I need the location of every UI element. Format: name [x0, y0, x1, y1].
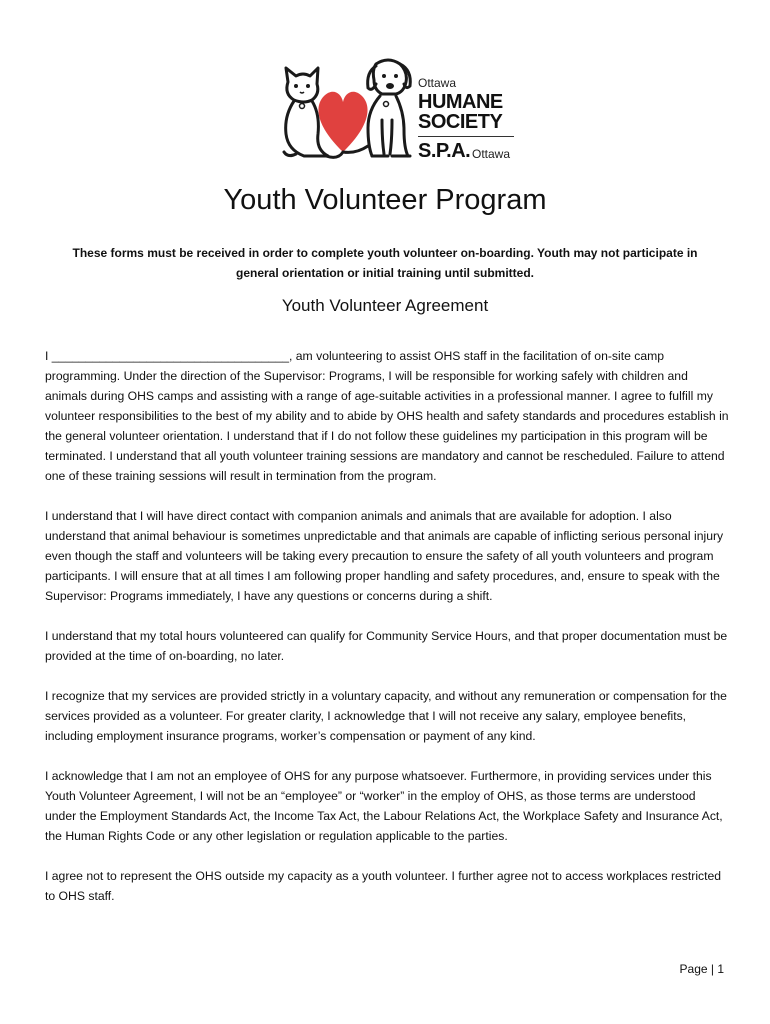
- paragraph-animal-contact: I understand that I will have direct contact with companion animals and animals that are available for adoption. I also understand that animal behaviour is sometimes unpredictable and that animals are capable of inflicting serious personal injury even though the staff and volunteers will be taking every precaution to ensure the safety of all youth volunteers and program participants. I will ensure that at all times I am following proper handling and safety procedures, and, ensure to speak with the Supervisor: Programs immediately, I have any questions or concerns during a shift.: [45, 509, 724, 603]
- logo-city-top: Ottawa: [418, 76, 457, 90]
- ottawa-humane-society-logo: [276, 54, 516, 166]
- logo-humane: HUMANE: [418, 91, 503, 113]
- page-title: Youth Volunteer Program: [223, 184, 547, 216]
- agreement-body: [45, 346, 730, 926]
- paragraph-not-employee: I acknowledge that I am not an employee of OHS for any purpose whatsoever. Furthermore, in providing services under this Youth Volunteer Agreement, I will not be an “employee” or “worker” in the employ of OHS, as those terms are understood under the Employment Standards Act, the Income Tax Act, the Labour Relations Act, the Workplace Safety and Insurance Act, the Human Rights Code or any other legislation or regulation applicable to the parties.: [45, 769, 723, 843]
- section-title: Youth Volunteer Agreement: [281, 296, 489, 315]
- logo-city-bottom: Ottawa: [472, 147, 511, 161]
- cat-dog-heart-icon: [276, 54, 416, 166]
- logo-society: SOCIETY: [418, 111, 503, 133]
- paragraph-volunteer-commitment: I ___________________________________, am volunteering to assist OHS staff in the facilitation of on-site camp programming. Under the direction of the Supervisor: Programs, I will be responsible for working safely with children and animals during OHS camps and assisting with a range of age-suitable activities in a professional manner. I agree to fulfill my volunteer responsibilities to the best of my ability and to abide by OHS health and safety standards and procedures establish in the general volunteer orientation. I understand that if I do not follow these guidelines my participation in this program will be terminated. I understand that all youth volunteer training sessions are mandatory and cannot be rescheduled. Failure to attend one of these training sessions will result in termination from the program.: [45, 349, 729, 483]
- paragraph-service-hours: I understand that my total hours volunteered can qualify for Community Service Hours, and that proper documentation must be provided at the time of on-boarding, no later.: [45, 629, 728, 663]
- paragraph-voluntary-capacity: I recognize that my services are provided strictly in a voluntary capacity, and without any remuneration or compensation for the services provided as a volunteer. For greater clarity, I acknowledge that I will not receive any salary, employee benefits, including employment insurance programs, worker’s compensation or payment of any kind.: [45, 689, 727, 743]
- intro-notice: These forms must be received in order to complete youth volunteer on-boarding. Youth may not participate in general orientation or initial training until submitted.: [72, 246, 698, 280]
- logo-spa: S.P.A.: [418, 140, 471, 162]
- logo-divider: [418, 136, 514, 137]
- page-number: Page | 1: [679, 962, 724, 976]
- paragraph-representation: I agree not to represent the OHS outside my capacity as a youth volunteer. I further agree not to access workplaces restricted to OHS staff.: [45, 869, 722, 903]
